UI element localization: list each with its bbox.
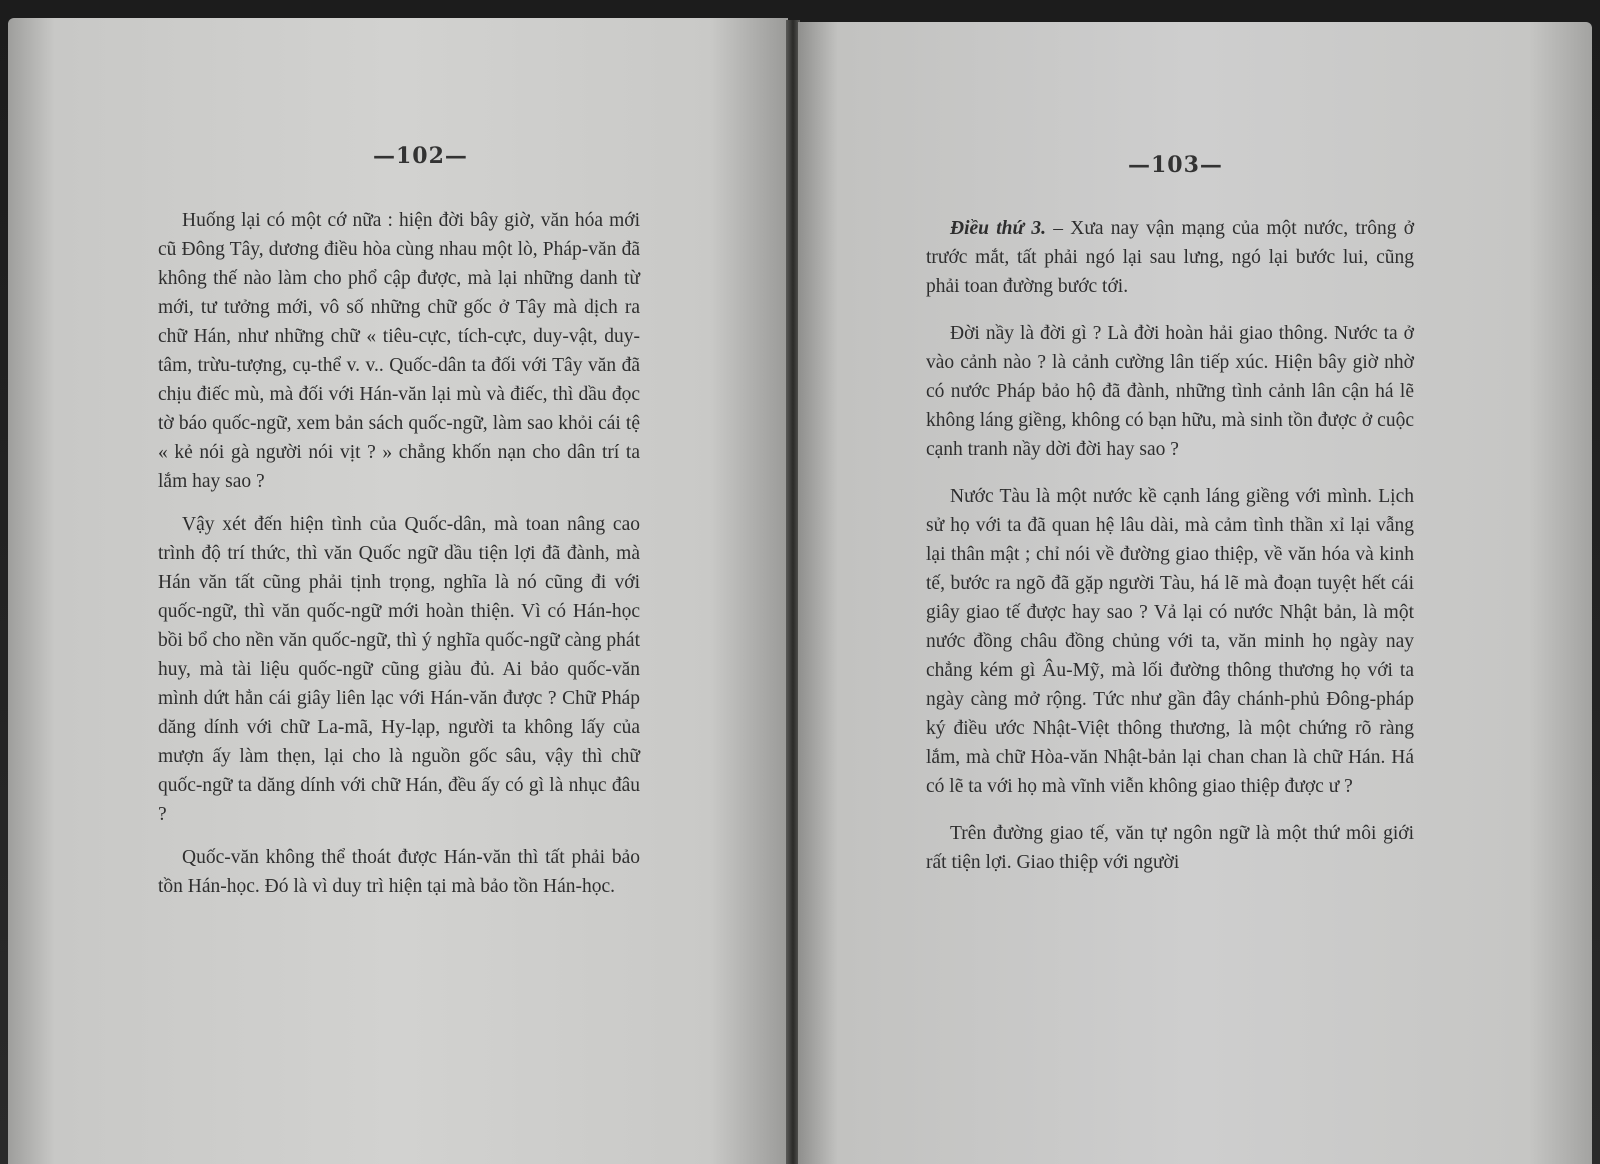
paragraph-text: – Xưa nay vận mạng của một nước, trông ở trước mắt, tất phải ngó lại sau lưng, ngó lại bước lui, cũng phải toan đường bước tới. (926, 218, 1415, 297)
paragraph: Huống lại có một cớ nữa : hiện đời bây giờ, văn hóa mới cũ Đông Tây, dương điều hòa cùng nhau một lò, Pháp-văn đã không thế nào làm cho phổ cập được, mà lại những danh từ mới, tư tưởng mới, vô số những chữ gốc ở Tây mà dịch ra chữ Hán, như những chữ « tiêu-cực, tích-cực, duy-vật, duy-tâm, trừu-tượng, cụ-thể v. v.. Quốc-dân ta đối với Tây văn đã chịu điếc mù, mà đối với Hán-văn lại mù và điếc, thì dầu đọc tờ báo quốc-ngữ, xem bản sách quốc-ngữ, làm sao khỏi cái tệ « kẻ nói gà người nói vịt ? » chẳng khốn nạn cho dân trí ta lắm hay sao ? (158, 210, 640, 492)
page-number: —103— (1128, 152, 1223, 178)
left-page (8, 18, 788, 1164)
section-heading: Điều thứ 3. (950, 218, 1047, 239)
paragraph: Trên đường giao tế, văn tự ngôn ngữ là một thứ môi giới rất tiện lợi. Giao thiệp với người (926, 823, 1414, 873)
paragraph: Nước Tàu là một nước kề cạnh láng giềng với mình. Lịch sử họ với ta đã quan hệ lâu dài, mà cảm tình thần xỉ lại vẫng lại thân mật ; chỉ nói về đường giao thiệp, về văn hóa và kinh tế, bước ra ngõ đã gặp người Tàu, há lẽ mà đoạn tuyệt hết cái giây giao tế được hay sao ? Vả lại có nước Nhật bản, là một nước đồng châu đồng chủng với ta, văn minh họ ngày nay chẳng kém gì Âu-Mỹ, mà lối đường thông thương họ với ta ngày càng mở rộng. Tức như gần đây chánh-phủ Đông-pháp ký điều ước Nhật-Việt thông thương, là một chứng rõ ràng lắm, mà chữ Hòa-văn Nhật-bản lại chan chan là chữ Hán. Há có lẽ ta với họ mà vĩnh viễn không giao thiệp được ư ? (926, 486, 1414, 797)
paragraph: Vậy xét đến hiện tình của Quốc-dân, mà toan nâng cao trình độ trí thức, thì văn Quốc ngữ dầu tiện lợi đã đành, mà Hán văn tất cũng phải tịnh trọng, nghĩa là nó cũng đi với quốc-ngữ, thì văn quốc-ngữ mới hoàn thiện. Vì có Hán-học bồi bổ cho nền văn quốc-ngữ, thì ý nghĩa quốc-ngữ càng phát huy, mà tài liệu quốc-ngữ cũng giàu đủ. Ai bảo quốc-văn mình dứt hẳn cái giây liên lạc với Hán-văn được ? Chữ Pháp dăng dính với chữ La-mã, Hy-lạp, người ta không lấy của mượn ấy làm thẹn, lại cho là nguồn gốc sâu, vậy thì chữ quốc-ngữ ta dăng dính với chữ Hán, đều ấy có gì là nhục đâu ? (158, 514, 640, 825)
left-page-body (158, 206, 640, 901)
paragraph (926, 214, 1414, 301)
right-page (798, 22, 1592, 1164)
page-number: —102— (373, 143, 468, 169)
paragraph: Đời nầy là đời gì ? Là đời hoàn hải giao thông. Nước ta ở vào cảnh nào ? là cảnh cường lân tiếp xúc. Hiện bây giờ nhờ có nước Pháp bảo hộ đã đành, những tình cảnh lân cận há lẽ không láng giềng, không có bạn hữu, mà sinh tồn được ở cuộc cạnh tranh nầy dời đời hay sao ? (926, 323, 1414, 460)
paragraph: Quốc-văn không thể thoát được Hán-văn thì tất phải bảo tồn Hán-học. Đó là vì duy trì hiện tại mà bảo tồn Hán-học. (158, 847, 640, 897)
right-page-body (926, 214, 1414, 877)
